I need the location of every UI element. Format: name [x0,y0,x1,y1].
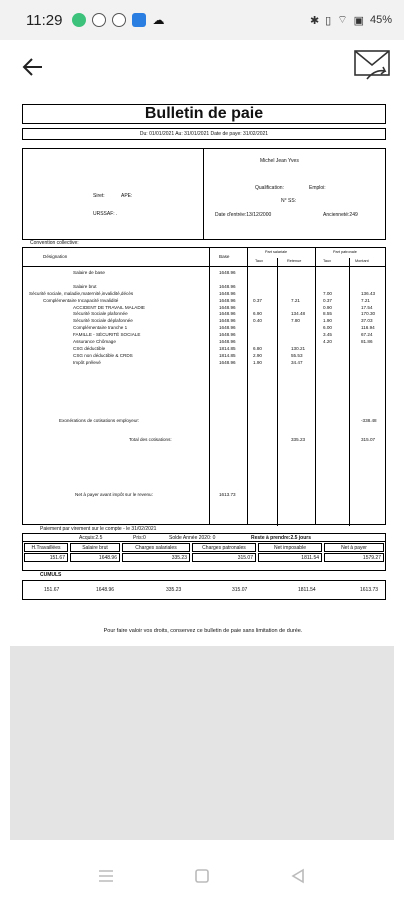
table-cell-ret: 55.53 [291,352,303,358]
paiement-line: Paiement par virement sur le compte - le 31/02/2021 [40,526,157,532]
table-cell-mont: 136.43 [361,290,376,296]
table-cell-label: Sécurité Sociale plafonnée [73,311,128,317]
table-cell-base: 1648.96 [219,283,236,289]
table-cell-t1: 0.37 [253,297,262,303]
table-cell-t2: 8.55 [323,311,332,317]
table-cell-label: Complémentaire Incapacité Invalidité [43,297,119,303]
table-cell-mont: 170.30 [361,311,376,317]
payslip-table [22,247,386,525]
cumuls-label: CUMULS [40,572,62,578]
message-icon [112,13,126,27]
header-designation: Désignation [43,254,68,259]
convention-label: Convention collective: [30,240,79,246]
payslip-title-box [22,104,386,124]
table-cell-label: Sécurité Sociale déplafonnée [73,318,133,324]
app-bar [0,40,404,92]
acquis-label: Acquis:2.5 [79,535,103,541]
table-cell-label: Assurance Chômage [73,339,116,344]
table-cell-base: 1648.96 [219,339,236,344]
summary-value: 151.67 [24,553,68,562]
table-cell-ret: 130.21 [291,345,306,351]
table-cell-base: 1648.96 [219,318,236,324]
entree-label: Date d'entrée:13/12/2000 [215,212,272,218]
table-cell-base: 1648.96 [219,311,236,317]
table-divider [23,266,385,267]
qualification-label: Qualification: [255,185,284,191]
table-cell-t2: 1.90 [323,318,332,324]
employee-name: Michel Jean Yves [260,158,299,164]
table-cell-ret: 7.21 [291,297,300,303]
exoneration-value: -338.48 [361,418,377,423]
table-cell-label: Complémentaire tranche 1 [73,325,128,331]
conges-row [23,534,385,542]
net-avant-impot-label: Net à payer avant impôt sur le revenu: [75,492,153,497]
header-retenue: Retenue [287,259,302,263]
table-cell-t2: 3.45 [323,332,332,338]
home-button[interactable] [192,866,212,886]
table-cell-t2: 0.90 [323,304,332,310]
header-base: Base [219,254,230,259]
header-part-patronale: Part patronale [333,250,357,254]
summary-value: 1648.96 [70,553,120,562]
table-cell-mont: 67.24 [361,332,373,338]
table-cell-label: ACCIDENT DE TRAVAIL MALADIE [73,304,145,310]
legal-note: Pour faire valoir vos droits, conservez ce bulletin de paie sans limitation de durée. [103,628,303,634]
cumul-value: 151.67 [44,587,60,593]
menu-button[interactable] [96,866,116,886]
header-montant: Montant [355,259,369,263]
cumul-value: 1613.73 [360,587,379,593]
header-taux: Taux [255,259,264,263]
table-cell-label: CSG non déductible & CRDS [73,352,133,358]
system-status [310,13,392,27]
app-notification-icon [72,13,86,27]
summary-header: Net imposable [258,543,322,552]
table-cell-base: 1648.96 [219,297,236,303]
table-cell-base: 1648.96 [219,270,236,275]
table-cell-t2: 7.00 [323,290,332,296]
table-cell-label: Impôt prélevé [73,359,101,365]
table-cell-base: 1648.96 [219,304,236,310]
summary-value: 1579.27 [324,553,384,562]
table-divider [349,258,350,526]
table-cell-t2: 4.20 [323,339,332,344]
table-cell-base: 1648.96 [219,325,236,331]
table-cell-mont: 81.86 [361,339,373,344]
total-montant: 315.07 [361,437,376,442]
table-cell-ret: 134.48 [291,311,306,317]
whatsapp-icon [92,13,106,27]
menu-icon [98,869,114,883]
table-cell-mont: 17.54 [361,304,373,310]
table-divider [209,248,210,524]
app-icon [132,13,146,27]
send-mail-button[interactable] [352,46,392,86]
back-arrow-icon [22,56,44,78]
table-cell-t1: 6.90 [253,311,262,317]
table-cell-t1: 6.80 [253,345,262,351]
siret-label: Siret: [93,193,105,199]
table-cell-base: 1814.85 [219,345,236,351]
solde-label: Solde Année 2020: 0 [169,535,216,541]
mail-forward-icon [353,49,391,83]
empty-preview-area [10,646,394,840]
table-cell-mont: 116.94 [361,325,375,331]
table-cell-t1: 0.40 [253,318,262,324]
table-cell-t2: 6.00 [323,325,332,331]
summary-value: 335.23 [122,553,190,562]
table-cell-t1: 1.90 [253,359,262,365]
ape-label: APE: [121,193,133,199]
divider [203,149,204,239]
summary-header: Salaire brut [70,543,120,552]
table-cell-label: Salaire de base [73,270,105,275]
back-button[interactable] [18,52,48,82]
payslip-dates [22,128,386,140]
summary-header: Charges patronales [192,543,256,552]
table-divider [277,258,278,526]
emploi-label: Emploi: [309,185,326,191]
total-label: Total des cotisations: [129,437,172,442]
summary-header: H.Travaillées [24,543,68,552]
summary-header: Net à payer [324,543,384,552]
system-nav-bar [0,848,404,900]
table-divider [315,248,316,524]
home-icon [194,868,210,884]
table-cell-label: FAMILLE - SÉCURITÉ SOCIALE [73,332,141,338]
cumul-value: 315.07 [232,587,248,593]
urssaf-label: URSSAF: . [93,211,118,217]
back-nav-button[interactable] [288,866,308,886]
payslip-title: Bulletin de paie [144,105,264,122]
bluetooth-icon: ✱ [309,14,320,27]
cumuls-box [22,580,386,600]
reste-label: Reste à prendre:2.5 jours [251,535,312,541]
status-time: 11:29 [26,11,63,29]
net-avant-impot-value: 1613.73 [219,492,236,497]
summary-value: 315.07 [192,553,256,562]
table-cell-base: 1648.96 [219,332,236,338]
cloud-icon: ☁ [152,13,165,27]
anciennete-label: Ancienneté:249 [323,212,358,218]
table-cell-label: CSG déductible [73,345,106,351]
table-divider [247,248,248,524]
table-cell-mont: 7.21 [361,297,370,303]
table-cell-ret: 34.47 [291,359,303,365]
header-part-salariale: Part salariale [265,250,288,254]
table-cell-label: Salaire brut [73,283,97,289]
cumul-value: 1648.96 [96,587,115,593]
employee-info-box [22,148,386,240]
summary-header: Charges salariales [122,543,190,552]
table-cell-t2: 0.37 [323,297,332,303]
wifi-icon: ⌔ [337,14,348,26]
nss-label: N° SS: [281,198,297,204]
vibrate-icon: ▯ [325,14,332,27]
table-cell-ret: 7.80 [291,318,300,324]
summary-box [22,533,386,571]
dates-text: Du: 01/01/2021 Au: 31/01/2021 Date de paye: 31/02/2021 [139,131,269,137]
table-cell-t1: 2.90 [253,352,262,358]
pris-label: Pris:0 [133,535,146,541]
total-retenue: 335.23 [291,437,306,442]
table-cell-base: 1648.96 [219,359,236,365]
table-cell-base: 1648.96 [219,290,236,296]
table-cell-label: Sécurité sociale, maladie,maternité,invalidité,décès [29,290,134,296]
notification-icons [72,13,164,27]
status-bar [0,0,404,40]
header-taux-patronal: Taux [323,259,332,263]
exoneration-label: Exonérations de cotisations employeur: [59,418,140,423]
table-cell-mont: 37.03 [361,318,373,324]
table-cell-base: 1814.85 [219,352,236,358]
sim-icon: ▣ [353,14,364,27]
summary-value: 1811.54 [258,553,322,562]
back-triangle-icon [290,868,306,884]
cumul-value: 1811.54 [298,587,316,593]
cumul-value: 335.23 [166,587,182,593]
battery-percent: 45% [369,14,392,26]
